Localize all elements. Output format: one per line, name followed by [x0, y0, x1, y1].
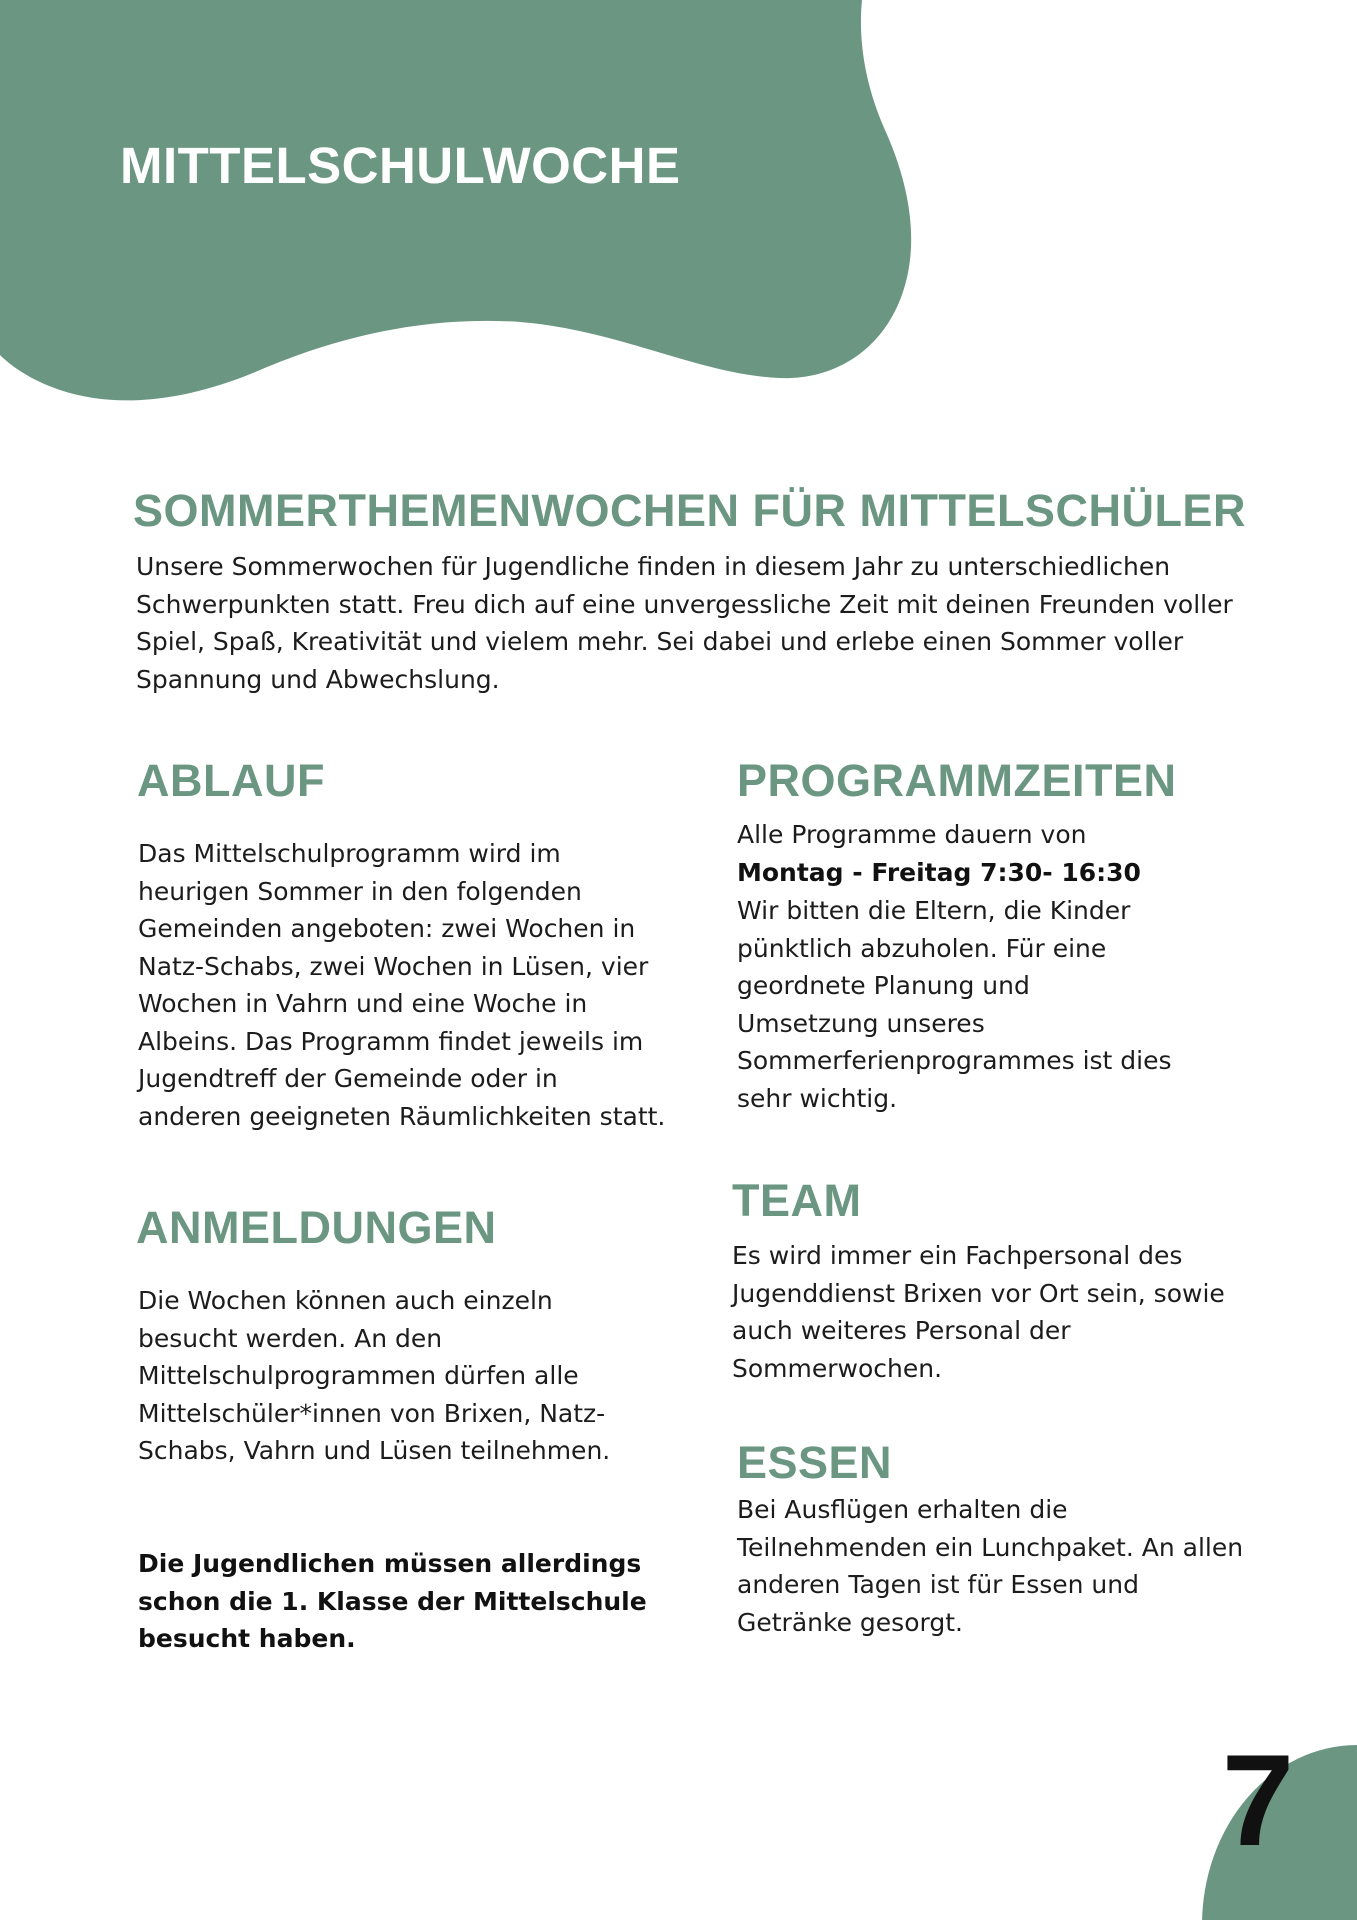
intro-text: Unsere Sommerwochen für Jugendliche finden in diesem Jahr zu unterschiedlichen Schwerpunkten statt. Freu dich auf eine unvergessliche Zeit mit deinen Freunden voller Spiel, Spaß, Kreativität und vielem mehr. Sei dabei und erlebe einen Sommer voller Spannung und Abwechslung. [136, 552, 1233, 694]
ablauf-heading: ABLAUF [137, 755, 325, 806]
ablauf-text: Das Mittelschulprogramm wird im heurigen Sommer in den folgenden Gemeinden angeboten: zwei Wochen in Natz-Schabs, zwei Wochen in Lüsen, vier Wochen in Vahrn und eine Woche in Albeins. Das Programm findet jeweils im Jugendtreff der Gemeinde oder in anderen geeigneten Räumlichkeiten statt. [138, 839, 666, 1131]
programmzeiten-text: Wir bitten die Eltern, die Kinder pünktlich abzuholen. Für eine geordnete Planung und Umsetzung unseres Sommerferienprogrammes ist dies sehr wichtig. [737, 896, 1172, 1113]
essen-heading: ESSEN [737, 1437, 893, 1488]
programmzeiten-heading: PROGRAMMZEITEN [737, 755, 1177, 806]
programmzeiten-line1: Alle Programme dauern von [737, 820, 1087, 849]
intro-heading: SOMMERTHEMENWOCHEN FÜR MITTELSCHÜLER [133, 485, 1246, 536]
anmeldungen-text: Die Wochen können auch einzeln besucht werden. An den Mittelschulprogrammen dürfen alle Mittelschüler*innen von Brixen, Natz- Schabs, Vahrn und Lüsen teilnehmen. [138, 1286, 611, 1465]
anmeldungen-note: Die Jugendlichen müssen allerdings schon die 1. Klasse der Mittelschule besucht haben. [138, 1549, 647, 1653]
team-heading: TEAM [732, 1175, 862, 1226]
essen-text: Bei Ausflügen erhalten die Teilnehmenden ein Lunchpaket. An allen anderen Tagen ist für Essen und Getränke gesorgt. [737, 1495, 1244, 1637]
team-text: Es wird immer ein Fachpersonal des Jugenddienst Brixen vor Ort sein, sowie auch weiteres Personal der Sommerwochen. [732, 1241, 1225, 1383]
page-title: MITTELSCHULWOCHE [120, 137, 681, 194]
header-blob-shape [0, 0, 920, 420]
page-number: 7 [1221, 1727, 1295, 1873]
programmzeiten-times: Montag - Freitag 7:30- 16:30 [737, 858, 1141, 887]
anmeldungen-heading: ANMELDUNGEN [136, 1202, 497, 1253]
